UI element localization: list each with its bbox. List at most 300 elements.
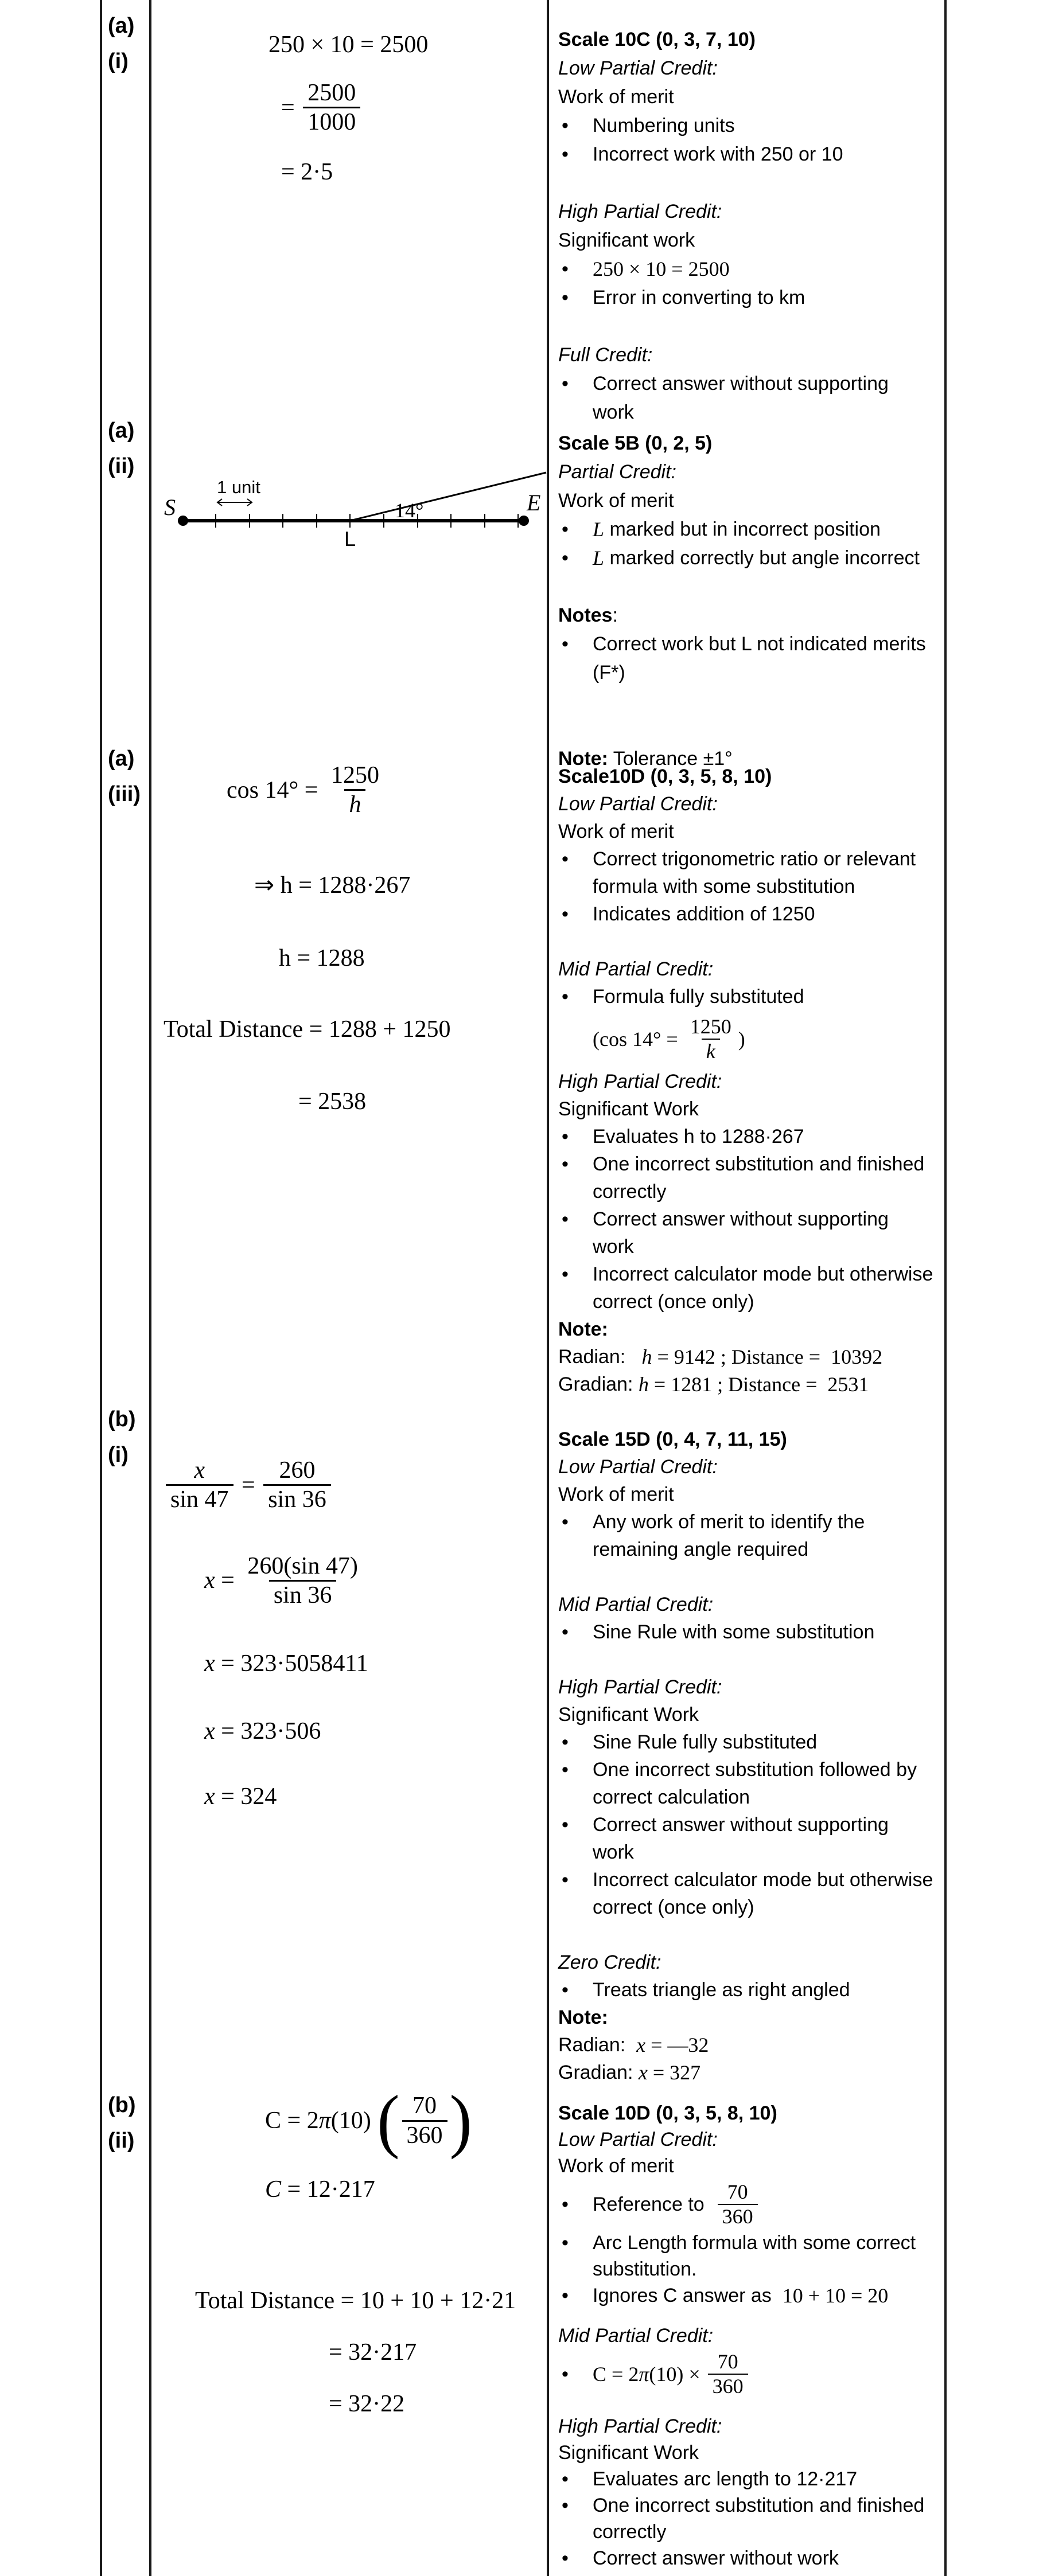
bullet-item bbox=[558, 2230, 954, 2256]
note-line bbox=[558, 83, 954, 111]
text-run: = 2·5 bbox=[281, 158, 333, 185]
text-run: = bbox=[235, 1472, 262, 1498]
bullet-item bbox=[558, 1976, 954, 2004]
note-line bbox=[558, 1316, 954, 1343]
text-run: (10) bbox=[330, 2107, 377, 2134]
text-run: correct calculation bbox=[593, 1786, 750, 1808]
text-run: • Arc Length formula with some correct bbox=[593, 2231, 916, 2254]
text-run: x bbox=[204, 1650, 215, 1677]
text-run: Zero Credit: bbox=[558, 1951, 661, 1973]
math-line-answer-line bbox=[329, 2390, 542, 2418]
text-run: Low Partial Credit: bbox=[558, 2128, 718, 2150]
fraction-numerator bbox=[713, 2350, 743, 2374]
math-line-h-rounded bbox=[279, 944, 542, 972]
math-line-sine-rule bbox=[164, 1457, 542, 1514]
bullet-item bbox=[558, 2545, 954, 2571]
fraction-denominator bbox=[344, 789, 365, 818]
text-run: Mid Partial Credit: bbox=[558, 1593, 714, 1615]
note-line bbox=[558, 1288, 954, 1316]
math-line-product-line bbox=[268, 31, 542, 58]
text-run: sin 47 bbox=[170, 1486, 229, 1513]
text-run: • L bbox=[593, 518, 605, 541]
blank-line bbox=[558, 716, 954, 744]
fraction-denominator bbox=[402, 2120, 447, 2149]
note-line bbox=[558, 658, 954, 687]
fraction-numerator bbox=[408, 2092, 441, 2120]
number-line-diagram bbox=[149, 469, 562, 590]
text-run: • Incorrect calculator mode but otherwise bbox=[593, 1868, 933, 1891]
text-run: (F*) bbox=[593, 661, 625, 684]
note-line bbox=[558, 2153, 954, 2179]
text-run: C bbox=[265, 2176, 282, 2203]
note-line bbox=[558, 2031, 954, 2059]
bullet-item bbox=[558, 2492, 954, 2519]
fraction-numerator bbox=[686, 1015, 736, 1039]
bullet-item bbox=[558, 1756, 954, 1783]
note-line bbox=[558, 873, 954, 900]
text-run: work bbox=[593, 1841, 634, 1863]
blank-line bbox=[558, 169, 954, 197]
text-run: work bbox=[593, 1235, 634, 1258]
text-run: • C = 2 bbox=[593, 2363, 639, 2386]
text-run: = —32 bbox=[645, 2034, 709, 2056]
math-line-total-distance bbox=[164, 1016, 542, 1043]
text-run: correctly bbox=[593, 1180, 667, 1203]
text-run: Total Distance = 10 + 10 + 12·21 bbox=[195, 2288, 516, 2314]
text-run: • One incorrect substitution and finished bbox=[593, 2494, 925, 2516]
text-run: • Numbering units bbox=[593, 114, 735, 136]
worked-solution bbox=[161, 2081, 542, 2418]
math-line-x-isolated bbox=[204, 1552, 542, 1610]
label-s: S bbox=[164, 494, 176, 520]
fraction bbox=[166, 1457, 233, 1514]
text-run: • One incorrect substitution followed by bbox=[593, 1758, 917, 1781]
text-run: h bbox=[349, 791, 361, 818]
text-run: • Correct work but L not indicated merits bbox=[593, 633, 926, 655]
fraction-denominator bbox=[718, 2204, 758, 2228]
text-run: Scale 10C (0, 3, 7, 10) bbox=[558, 28, 756, 50]
text-run: k bbox=[706, 1040, 715, 1063]
fraction-denominator bbox=[269, 1580, 337, 1609]
fraction-numerator bbox=[274, 1457, 320, 1484]
text-run: • Correct answer without supporting bbox=[593, 372, 889, 395]
math-line-x-full bbox=[204, 1650, 542, 1677]
part-label-line: (i) bbox=[108, 1443, 129, 1467]
text-run: • Evaluates h to 1288·267 bbox=[593, 1125, 804, 1148]
text-run: • Correct trigonometric ratio or relevant bbox=[593, 848, 916, 870]
text-run: High Partial Credit: bbox=[558, 1070, 722, 1092]
text-run: work bbox=[593, 401, 634, 423]
blank-line bbox=[558, 1921, 954, 1949]
text-run: x bbox=[194, 1457, 205, 1484]
text-run: • Ignores C answer as bbox=[593, 2284, 783, 2306]
text-run: Low Partial Credit: bbox=[558, 793, 718, 815]
text-run: = 324 bbox=[215, 1783, 277, 1810]
credit-heading bbox=[558, 54, 954, 83]
column-divider-outer-left bbox=[100, 0, 102, 2576]
fraction bbox=[326, 762, 384, 819]
note-line bbox=[558, 601, 954, 630]
text-run: 10 + 10 = 20 bbox=[782, 2284, 889, 2307]
math-line-h-evaluated bbox=[254, 871, 542, 899]
credit-heading bbox=[558, 790, 954, 818]
part-label-line: (iii) bbox=[108, 782, 141, 806]
math-line-answer-line bbox=[204, 1783, 542, 1810]
bullet-item bbox=[558, 1508, 954, 1536]
text-run: 70 bbox=[412, 2093, 437, 2120]
scale-heading bbox=[558, 763, 954, 790]
text-run: 360 bbox=[406, 2122, 443, 2149]
text-run: marked correctly but angle incorrect bbox=[604, 547, 920, 569]
bullet-item bbox=[558, 255, 954, 283]
text-run: Significant work bbox=[558, 229, 695, 251]
note-line bbox=[558, 1481, 954, 1508]
text-run: 360 bbox=[712, 2375, 744, 2398]
text-run: • Sine Rule with some substitution bbox=[593, 1621, 875, 1643]
fraction-numerator bbox=[243, 1552, 363, 1580]
text-run: Low Partial Credit: bbox=[558, 57, 718, 79]
marking-notes bbox=[558, 2100, 954, 2571]
text-run: ⇒ h = 1288·267 bbox=[254, 872, 411, 899]
credit-heading bbox=[558, 1591, 954, 1618]
note-line bbox=[558, 2440, 954, 2466]
text-run: • Evaluates arc length to 12·217 bbox=[593, 2468, 858, 2490]
note-line bbox=[558, 1233, 954, 1260]
text-run: C = 2 bbox=[265, 2107, 319, 2134]
bullet-item bbox=[558, 1866, 954, 1894]
scale-heading bbox=[558, 1426, 954, 1453]
text-run: • Correct answer without work bbox=[593, 2547, 839, 2569]
fraction-denominator bbox=[303, 107, 360, 136]
text-run: Total Distance = 1288 + 1250 bbox=[164, 1016, 451, 1043]
text-run: = 2538 bbox=[298, 1088, 367, 1115]
point-s-dot bbox=[178, 516, 188, 526]
text-run: • L bbox=[593, 547, 605, 569]
text-run: Gradian: bbox=[558, 1373, 639, 1395]
part-label bbox=[108, 8, 134, 79]
fraction-denominator bbox=[166, 1484, 233, 1513]
part-label-line: (i) bbox=[108, 49, 129, 73]
open-paren: ( bbox=[377, 2081, 400, 2160]
part-label-line: (ii) bbox=[108, 2129, 135, 2153]
fraction bbox=[303, 79, 360, 136]
fraction-numerator bbox=[723, 2180, 753, 2204]
text-run: Scale 5B (0, 2, 5) bbox=[558, 432, 713, 454]
marking-notes bbox=[558, 1426, 954, 2086]
text-run: Tolerance ±1° bbox=[608, 747, 733, 770]
fraction bbox=[243, 1552, 363, 1610]
note-line bbox=[558, 2256, 954, 2282]
text-run: • Reference to bbox=[593, 2193, 715, 2215]
math-line-cos-equation bbox=[227, 762, 542, 819]
text-run: Work of merit bbox=[558, 2155, 674, 2177]
credit-heading bbox=[558, 955, 954, 983]
worked-solution bbox=[161, 31, 542, 186]
bullet-item bbox=[558, 1618, 954, 1646]
bullet-item bbox=[558, 1260, 954, 1288]
text-run: 2500 bbox=[308, 80, 356, 106]
bullet-item bbox=[558, 2179, 954, 2230]
marking-notes bbox=[558, 25, 954, 427]
fraction-denominator bbox=[702, 1039, 720, 1063]
text-run: Work of merit bbox=[558, 489, 674, 512]
note-line bbox=[558, 1371, 954, 1398]
fraction bbox=[263, 1457, 331, 1514]
text-run: formula with some substitution bbox=[593, 875, 855, 897]
text-run: • Formula fully substituted bbox=[593, 985, 804, 1008]
credit-heading bbox=[558, 341, 954, 369]
credit-heading bbox=[558, 1068, 954, 1095]
note-line bbox=[558, 398, 954, 427]
text-run: (10) × bbox=[649, 2363, 706, 2386]
text-run: = 1281 ; Distance = 2531 bbox=[648, 1373, 869, 1396]
math-line-x-rounded bbox=[204, 1718, 542, 1745]
text-run: Note: bbox=[558, 1318, 608, 1340]
blank-line bbox=[558, 1646, 954, 1673]
text-run: Notes bbox=[558, 604, 613, 626]
text-run: = 12·217 bbox=[281, 2176, 375, 2203]
part-label bbox=[108, 2087, 136, 2159]
scale-heading bbox=[558, 25, 954, 54]
text-run: 260 bbox=[279, 1457, 316, 1484]
text-run: 70 bbox=[717, 2349, 738, 2373]
text-run: Scale 15D (0, 4, 7, 11, 15) bbox=[558, 1428, 787, 1450]
text-run: • 250 × 10 = 2500 bbox=[593, 257, 730, 280]
note-line bbox=[558, 2059, 954, 2086]
text-run: 250 × 10 = 2500 bbox=[268, 32, 429, 58]
note-line bbox=[558, 1839, 954, 1866]
marking-notes bbox=[558, 429, 954, 773]
math-line-arc-formula bbox=[265, 2081, 542, 2160]
text-run: 360 bbox=[722, 2205, 753, 2228]
fraction bbox=[718, 2180, 758, 2229]
text-run: • Sine Rule fully substituted bbox=[593, 1731, 818, 1753]
text-run: = bbox=[281, 94, 301, 121]
text-run: h = 1288 bbox=[279, 944, 365, 971]
note-line bbox=[558, 1343, 954, 1371]
credit-heading bbox=[558, 1673, 954, 1701]
note-line bbox=[558, 818, 954, 845]
fraction-numerator bbox=[303, 79, 360, 107]
text-run: x bbox=[204, 1567, 215, 1594]
bullet-item bbox=[558, 2349, 954, 2399]
bullet-item bbox=[558, 1123, 954, 1150]
text-run: Mid Partial Credit: bbox=[558, 958, 714, 980]
text-run: • Incorrect calculator mode but otherwise bbox=[593, 1263, 933, 1285]
part-label bbox=[108, 1402, 136, 1473]
credit-heading bbox=[558, 197, 954, 226]
text-run: Note: bbox=[558, 2006, 608, 2028]
note-line bbox=[558, 1783, 954, 1811]
bullet-item bbox=[558, 369, 954, 398]
blank-line bbox=[558, 2399, 954, 2413]
bullet-item bbox=[558, 111, 954, 140]
text-run: Significant Work bbox=[558, 1703, 699, 1726]
part-label-line: (ii) bbox=[108, 454, 135, 478]
text-run: x bbox=[638, 2061, 648, 2084]
text-run: • Error in converting to km bbox=[593, 286, 805, 309]
bullet-item bbox=[558, 2466, 954, 2492]
part-label-line: (b) bbox=[108, 1407, 136, 1431]
point-e-dot bbox=[519, 516, 529, 526]
math-line-answer-line bbox=[298, 1088, 542, 1115]
text-run: Mid Partial Credit: bbox=[558, 2324, 714, 2347]
label-l: L bbox=[344, 527, 356, 551]
note-line bbox=[558, 226, 954, 255]
text-run: Significant Work bbox=[558, 1098, 699, 1120]
text-run: • Indicates addition of 1250 bbox=[593, 903, 815, 925]
label-angle: 14° bbox=[395, 499, 424, 522]
unit-arrow bbox=[217, 499, 252, 506]
credit-heading bbox=[558, 2323, 954, 2349]
fraction-numerator bbox=[189, 1457, 209, 1484]
bullet-item bbox=[558, 983, 954, 1010]
text-run: 1250 bbox=[690, 1014, 731, 1038]
text-run: Full Credit: bbox=[558, 344, 653, 366]
text-run: correct (once only) bbox=[593, 1290, 754, 1313]
text-run: : bbox=[612, 604, 618, 626]
text-run: • Correct answer without supporting bbox=[593, 1208, 889, 1230]
blank-line bbox=[558, 312, 954, 341]
text-run: substitution. bbox=[593, 2258, 697, 2280]
text-run: cos 14° = bbox=[227, 776, 324, 803]
text-run: = 9142 ; Distance = 10392 bbox=[652, 1345, 883, 1368]
text-run: Partial Credit: bbox=[558, 460, 676, 483]
text-run: sin 36 bbox=[273, 1582, 332, 1609]
text-run: High Partial Credit: bbox=[558, 2415, 722, 2437]
text-run: = bbox=[215, 1567, 241, 1594]
fraction bbox=[686, 1015, 736, 1064]
close-paren: ) bbox=[449, 2081, 472, 2160]
text-run: • Incorrect work with 250 or 10 bbox=[593, 143, 843, 165]
part-label-line: (a) bbox=[108, 419, 135, 443]
column-divider-label-work bbox=[149, 0, 151, 2576]
math-line-answer-line bbox=[281, 158, 542, 186]
blank-line bbox=[558, 2309, 954, 2323]
text-run: = 32·22 bbox=[329, 2391, 405, 2417]
text-run: • One incorrect substitution and finished bbox=[593, 1153, 925, 1175]
marking-notes bbox=[558, 763, 954, 1398]
text-run: remaining angle required bbox=[593, 1538, 809, 1560]
text-run: • Treats triangle as right angled bbox=[593, 1978, 850, 2001]
bullet-item bbox=[558, 900, 954, 928]
bullet-item bbox=[558, 515, 954, 544]
part-label bbox=[108, 413, 134, 484]
bullet-item bbox=[558, 1150, 954, 1178]
bullet-item bbox=[558, 1811, 954, 1839]
scale-heading bbox=[558, 2100, 954, 2126]
text-run: Work of merit bbox=[558, 820, 674, 842]
note-line bbox=[558, 486, 954, 515]
note-line bbox=[558, 1894, 954, 1921]
text-run: 1000 bbox=[308, 109, 356, 136]
bullet-item bbox=[558, 283, 954, 312]
text-run: ) bbox=[738, 1028, 745, 1051]
fraction bbox=[708, 2350, 748, 2399]
worked-solution bbox=[161, 1457, 542, 1810]
text-run: • Any work of merit to identify the bbox=[593, 1511, 865, 1533]
fraction-denominator bbox=[708, 2374, 748, 2398]
text-run: Work of merit bbox=[558, 1483, 674, 1505]
text-run: 70 bbox=[727, 2180, 748, 2203]
note-line bbox=[558, 2519, 954, 2545]
math-line-sum-line bbox=[329, 2339, 542, 2366]
text-run: High Partial Credit: bbox=[558, 1676, 722, 1698]
math-line-total-distance bbox=[195, 2287, 542, 2315]
note-line bbox=[558, 1095, 954, 1123]
label-unit: 1 unit bbox=[217, 477, 260, 497]
text-run: π bbox=[639, 2363, 649, 2386]
text-run: Radian: bbox=[558, 1345, 642, 1368]
fraction-numerator bbox=[326, 762, 384, 789]
blank-line bbox=[558, 1563, 954, 1591]
text-run: Note: bbox=[558, 747, 608, 770]
scale-heading bbox=[558, 429, 954, 458]
bullet-item bbox=[558, 1205, 954, 1233]
text-run: x bbox=[204, 1783, 215, 1810]
text-run: 260(sin 47) bbox=[247, 1552, 358, 1579]
text-run: π bbox=[318, 2107, 331, 2134]
credit-heading bbox=[558, 1453, 954, 1481]
fraction-denominator bbox=[263, 1484, 331, 1513]
note-line bbox=[558, 2004, 954, 2031]
text-run: Gradian: bbox=[558, 2061, 639, 2083]
text-run: x bbox=[636, 2034, 646, 2056]
text-run: Significant Work bbox=[558, 2441, 699, 2464]
credit-heading bbox=[558, 2413, 954, 2440]
text-run: Radian: bbox=[558, 2034, 637, 2056]
blank-line bbox=[558, 928, 954, 955]
text-run: High Partial Credit: bbox=[558, 200, 722, 223]
note-line bbox=[558, 1178, 954, 1205]
text-run: = 32·217 bbox=[329, 2339, 417, 2366]
text-run: marked but in incorrect position bbox=[604, 518, 881, 540]
text-run: = 323·5058411 bbox=[215, 1650, 368, 1677]
credit-heading bbox=[558, 1949, 954, 1976]
bullet-item bbox=[558, 845, 954, 873]
text-run: x bbox=[204, 1718, 215, 1745]
text-run: Scale 10D (0, 3, 5, 8, 10) bbox=[558, 2102, 777, 2124]
bullet-item bbox=[558, 630, 954, 658]
math-line-fraction-line bbox=[281, 79, 542, 136]
text-run: = 323·506 bbox=[215, 1718, 321, 1745]
text-run: 1250 bbox=[330, 762, 379, 789]
worked-solution bbox=[161, 762, 542, 1115]
fraction bbox=[402, 2092, 447, 2149]
credit-heading bbox=[558, 2126, 954, 2153]
text-run: Scale10D (0, 3, 5, 8, 10) bbox=[558, 765, 772, 787]
blank-line bbox=[558, 687, 954, 716]
text-run: correctly bbox=[593, 2520, 667, 2543]
text-run: (cos 14° = bbox=[593, 1028, 683, 1051]
text-run: Low Partial Credit: bbox=[558, 1455, 718, 1478]
part-label-line: (a) bbox=[108, 747, 135, 771]
label-e: E bbox=[527, 490, 541, 516]
part-label-line: (a) bbox=[108, 14, 135, 38]
text-run: Work of merit bbox=[558, 85, 674, 108]
bullet-item bbox=[558, 140, 954, 169]
note-line bbox=[558, 1536, 954, 1563]
note-line bbox=[558, 1701, 954, 1728]
text-run: h bbox=[638, 1373, 649, 1396]
diagonal-line bbox=[350, 473, 546, 521]
part-label bbox=[108, 741, 141, 812]
part-label-line: (b) bbox=[108, 2093, 136, 2117]
text-run: sin 36 bbox=[268, 1486, 326, 1513]
credit-heading bbox=[558, 458, 954, 486]
text-run: h bbox=[641, 1345, 652, 1368]
blank-line bbox=[558, 572, 954, 601]
